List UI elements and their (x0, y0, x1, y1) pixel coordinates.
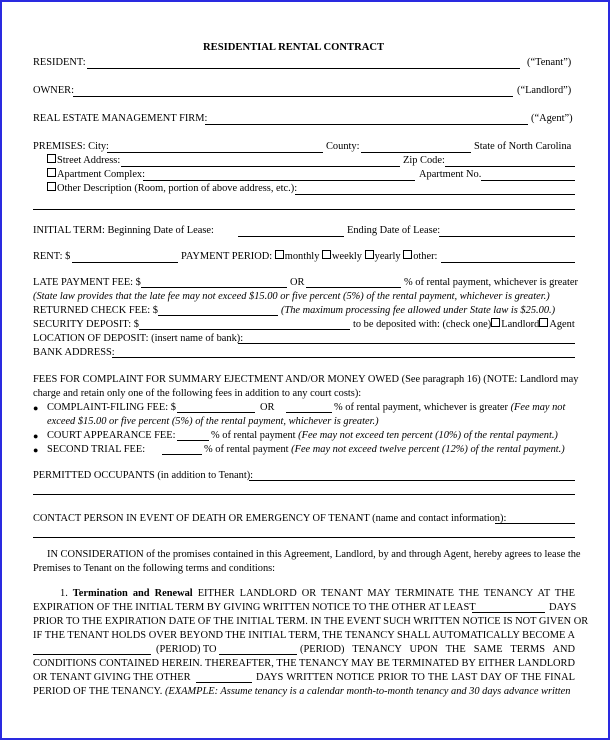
other-description-option[interactable]: Other Description (Room, portion of above address, etc.): (47, 182, 297, 195)
clause-1-line8: PERIOD OF THE TENANCY. (EXAMPLE: Assume tenancy is a calendar month-to-month tenancy and 30 days advance written (33, 686, 571, 697)
agent-label: REAL ESTATE MANAGEMENT FIRM: (33, 113, 208, 124)
premises-city-label: PREMISES: City: (33, 141, 109, 152)
owner-field[interactable] (73, 96, 513, 97)
late-fee-or: OR (290, 277, 305, 288)
owner-role: (“Landlord”) (517, 85, 572, 96)
clause-1-line6: CONDITIONS CONTAINED HEREIN. THEREAFTER, THE TENANCY MAY BE TERMINATED BY EITHER LANDLORD (33, 658, 575, 669)
term-end-field[interactable] (439, 236, 575, 237)
apartment-complex-checkbox[interactable] (47, 168, 56, 177)
ejectment-intro-line2: charge and retain only one of the following fees in addition to any court costs): (33, 388, 362, 399)
bullet-icon: ● (33, 445, 39, 455)
agent-field[interactable] (205, 124, 528, 125)
deposit-landlord-checkbox[interactable] (491, 318, 500, 327)
clause-1-line4: IF THE TENANT HOLDS OVER BEYOND THE INITIAL TERM, THE TENANCY SHALL AUTOMATICALLY BECOME A (33, 630, 575, 641)
late-fee-label: LATE PAYMENT FEE: $ (33, 277, 141, 288)
complaint-fee-or: OR (260, 402, 275, 413)
clause-1-line1: 1. Termination and Renewal EITHER LANDLORD OR TENANT MAY TERMINATE THE TENANCY AT THE (60, 588, 575, 599)
returned-check-field[interactable] (158, 315, 278, 316)
initial-term-label: INITIAL TERM: Beginning Date of Lease: (33, 225, 214, 236)
clause-1-days: DAYS (549, 602, 577, 613)
street-address-field[interactable] (121, 166, 400, 167)
street-address-option[interactable]: Street Address: (47, 154, 120, 167)
ejectment-intro-line1: FEES FOR COMPLAINT FOR SUMMARY EJECTMENT AND/OR MONEY OWED (See paragraph 16) (NOTE: Landlord may (33, 374, 579, 385)
complaint-fee-field[interactable] (177, 412, 255, 413)
owner-label: OWNER: (33, 85, 74, 96)
second-trial-fee-label: SECOND TRIAL FEE: (47, 444, 146, 455)
clause-1-line3: PRIOR TO THE EXPIRATION DATE OF THE INITIAL TERM. IN THE EVENT SUCH WRITTEN NOTICE IS NOT GIVEN OR (33, 616, 589, 627)
apartment-no-field[interactable] (481, 180, 575, 181)
premises-state: State of North Carolina (474, 141, 572, 152)
apartment-complex-field[interactable] (143, 180, 415, 181)
bank-address-field[interactable] (112, 357, 575, 358)
premises-county-field[interactable] (361, 152, 471, 153)
zip-code-field[interactable] (445, 166, 575, 167)
apartment-complex-option[interactable]: Apartment Complex: (47, 168, 145, 181)
clause-1-line5: (PERIOD) TENANCY UPON THE SAME TERMS AND (300, 644, 575, 655)
period-field-1[interactable] (33, 654, 151, 655)
page-title: RESIDENTIAL RENTAL CONTRACT (203, 42, 385, 53)
court-fee-field[interactable] (177, 440, 209, 441)
consideration-line2: Premises to Tenant on the following terms and conditions: (33, 563, 276, 574)
late-fee-percent-text: % of rental payment, whichever is greater (404, 277, 578, 288)
resident-field[interactable] (87, 68, 520, 69)
permitted-occupants-label: PERMITTED OCCUPANTS (in addition to Tenant): (33, 470, 254, 481)
returned-check-label: RETURNED CHECK FEE: $ (33, 305, 158, 316)
resident-label: RESIDENT: (33, 57, 86, 68)
term-start-field[interactable] (238, 236, 344, 237)
payment-period: PAYMENT PERIOD: monthly weekly yearly other: (181, 251, 438, 262)
apartment-no-label: Apartment No. (419, 169, 482, 180)
term-end-label: Ending Date of Lease: (347, 225, 441, 236)
deposit-agent-checkbox[interactable] (539, 318, 548, 327)
zip-code-label: Zip Code: (403, 155, 445, 166)
premises-county-label: County: (326, 141, 360, 152)
other-period-field[interactable] (441, 262, 575, 263)
weekly-checkbox[interactable] (322, 250, 331, 259)
clause-1-line2: EXPIRATION OF THE INITIAL TERM BY GIVING WRITTEN NOTICE TO THE OTHER AT LEAST (33, 602, 476, 613)
bullet-icon: ● (33, 403, 39, 413)
deposit-location-label: LOCATION OF DEPOSIT: (insert name of bank): (33, 333, 244, 344)
security-deposit-field[interactable] (139, 329, 350, 330)
street-address-checkbox[interactable] (47, 154, 56, 163)
clause-1-line7a: OR TENANT GIVING THE OTHER (33, 672, 191, 683)
contact-person-label: CONTACT PERSON IN EVENT OF DEATH OR EMERGENCY OF TENANT (name and contact information): (33, 513, 507, 524)
contact-person-field-2[interactable] (33, 537, 575, 538)
late-fee-percent-field[interactable] (306, 287, 401, 288)
deposit-with: to be deposited with: (check one) Landlord Agent (353, 319, 575, 330)
bank-address-label: BANK ADDRESS: (33, 347, 115, 358)
permitted-occupants-field-2[interactable] (33, 494, 575, 495)
deposit-location-field[interactable] (238, 343, 575, 344)
other-description-field-2[interactable] (33, 209, 575, 210)
rent-label: RENT: $ (33, 251, 71, 262)
complaint-fee-label: COMPLAINT-FILING FEE: $ (47, 402, 176, 413)
bullet-icon: ● (33, 431, 39, 441)
premises-city-field[interactable] (107, 152, 323, 153)
returned-check-note: (The maximum processing fee allowed under State law is $25.00.) (281, 305, 556, 316)
late-fee-note: (State law provides that the late fee may not exceed $15.00 or five percent (5%) of the rental payment, whichever is greater.) (33, 291, 550, 302)
second-trial-fee-text: % of rental payment (Fee may not exceed twelve percent (12%) of the rental payment.) (204, 444, 565, 455)
other-period-checkbox[interactable] (403, 250, 412, 259)
security-deposit-label: SECURITY DEPOSIT: $ (33, 319, 139, 330)
monthly-checkbox[interactable] (275, 250, 284, 259)
tenant-notice-days-field[interactable] (196, 682, 252, 683)
other-description-field[interactable] (295, 194, 575, 195)
clause-1-period-to: (PERIOD) TO (156, 644, 217, 655)
contact-person-field[interactable] (495, 523, 575, 524)
second-trial-fee-field[interactable] (162, 454, 202, 455)
resident-role: (“Tenant”) (527, 57, 572, 68)
complaint-fee-percent-field[interactable] (286, 412, 332, 413)
agent-role: (“Agent”) (531, 113, 573, 124)
notice-days-field[interactable] (472, 612, 545, 613)
clause-1-line7b: DAYS WRITTEN NOTICE PRIOR TO THE LAST DAY OF THE FINAL (256, 672, 575, 683)
rent-field[interactable] (72, 262, 178, 263)
yearly-checkbox[interactable] (365, 250, 374, 259)
complaint-fee-note: exceed $15.00 or five percent (5%) of the rental payment, whichever is greater.) (47, 416, 379, 427)
other-description-checkbox[interactable] (47, 182, 56, 191)
consideration-line1: IN CONSIDERATION of the promises contained in this Agreement, Landlord, by and through Agent, hereby agrees to lease the (47, 549, 581, 560)
period-field-2[interactable] (219, 654, 297, 655)
court-fee-text: % of rental payment (Fee may not exceed ten percent (10%) of the rental payment.) (211, 430, 558, 441)
permitted-occupants-field[interactable] (249, 480, 575, 481)
late-fee-field[interactable] (141, 287, 287, 288)
complaint-fee-text: % of rental payment, whichever is greater (Fee may not (334, 402, 566, 413)
court-fee-label: COURT APPEARANCE FEE: (47, 430, 176, 441)
